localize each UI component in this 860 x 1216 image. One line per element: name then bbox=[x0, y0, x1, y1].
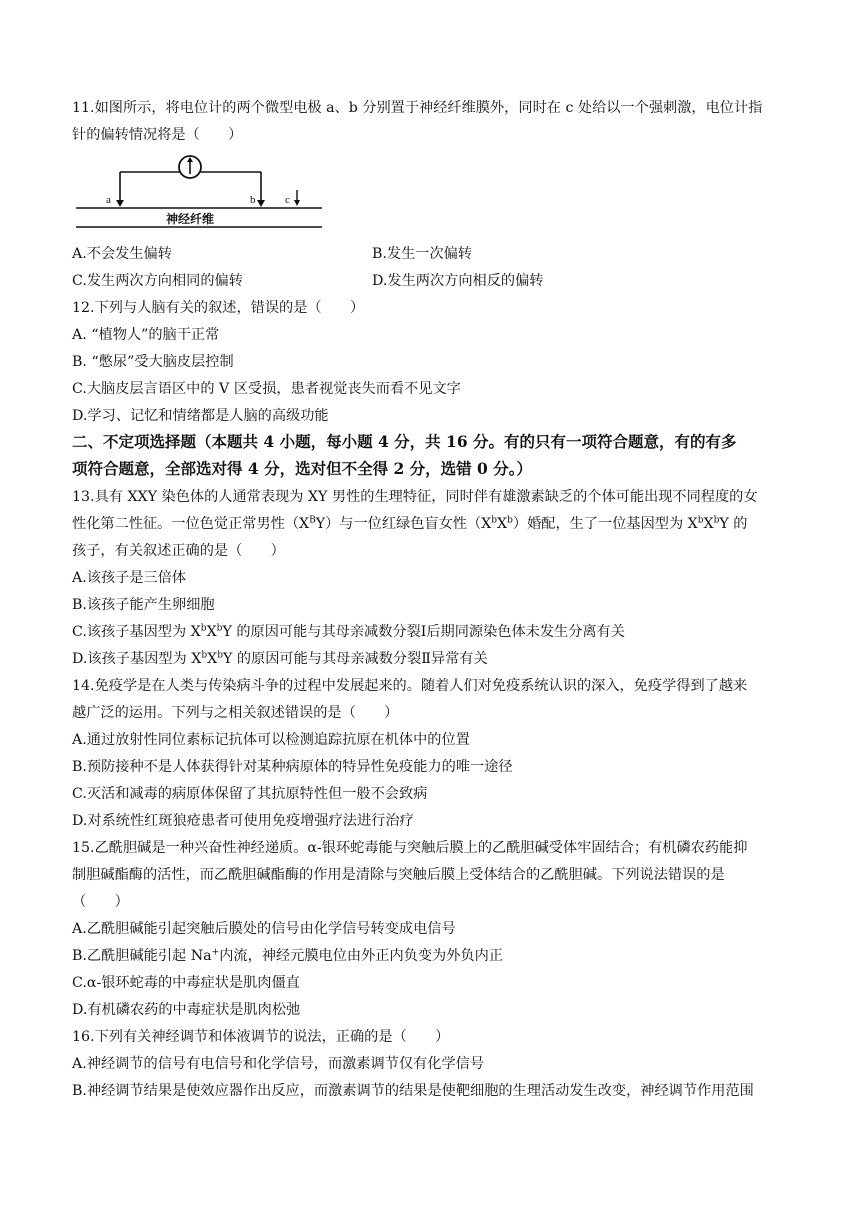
q11-stem-line-2: 针的偏转情况将是（ ） bbox=[72, 127, 243, 143]
q13-stem-line-3: 孩子，有关叙述正确的是（ ） bbox=[72, 543, 285, 559]
q13-option-b: B.该孩子能产生卵细胞 bbox=[72, 597, 215, 613]
q15-stem-line-1: 15.乙酰胆碱是一种兴奋性神经递质。α-银环蛇毒能与突触后膜上的乙酰胆碱受体牢固结合；有机磷农药能抑 bbox=[72, 840, 748, 856]
q13-text: D.该孩子基因型为 X bbox=[72, 651, 202, 667]
q11-option-c: C.发生两次方向相同的偏转 bbox=[72, 273, 243, 289]
q13-option-a: A.该孩子是三倍体 bbox=[72, 570, 187, 586]
q13-stem-line-1: 13.具有 XXY 染色体的人通常表现为 XY 男性的生理特征，同时伴有雄激素缺乏的个体可能出现不同程度的女 bbox=[72, 489, 758, 505]
allele-sup: b bbox=[491, 515, 498, 526]
allele-sup: b bbox=[216, 623, 223, 634]
q11-electrode-diagram bbox=[72, 150, 332, 234]
q11-option-a: A.不会发生偏转 bbox=[72, 246, 172, 262]
chromosome-x: X bbox=[206, 624, 217, 640]
q13-text: ）婚配，生了一位基因型为 X bbox=[512, 516, 698, 532]
section2-heading-line-1: 二、不定项选择题（本题共 4 小题，每小题 4 分，共 16 分。有的只有一项符合题意，有的有多 bbox=[72, 432, 737, 451]
q12-option-d: D.学习、记忆和情绪都是人脑的高级功能 bbox=[72, 408, 329, 424]
q12-stem: 12.下列与人脑有关的叙述，错误的是（ ） bbox=[72, 300, 365, 316]
q16-option-b: B.神经调节结果是使效应器作出反应，而激素调节的结果是使靶细胞的生理活动发生改变，神经调节作用范围 bbox=[72, 1083, 754, 1099]
q14-stem-line-2: 越广泛的运用。下列与之相关叙述错误的是（ ） bbox=[72, 705, 399, 721]
q14-stem-line-1: 14.免疫学是在人类与传染病斗争的过程中发展起来的。随着人们对免疫系统认识的深入，免疫学得到了越来 bbox=[72, 678, 748, 694]
q16-option-a: A.神经调节的信号有电信号和化学信号，而激素调节仅有化学信号 bbox=[72, 1056, 485, 1072]
electrode-b-label: b bbox=[250, 194, 256, 206]
allele-sup: b bbox=[507, 515, 513, 526]
allele-sup: b bbox=[200, 623, 207, 634]
q13-text: C.该孩子基因型为 X bbox=[72, 624, 201, 640]
q15-option-d: D.有机磷农药的中毒症状是肌肉松弛 bbox=[72, 1002, 301, 1018]
allele-sup: B bbox=[309, 515, 316, 526]
q12-option-b: B. “憋尿”受大脑皮层控制 bbox=[72, 354, 234, 370]
q14-option-b: B.预防接种不是人体获得针对某种病原体的特异性免疫能力的唯一途径 bbox=[72, 759, 513, 775]
stimulus-c-label: c bbox=[285, 194, 290, 206]
q13-text: Y 的 bbox=[719, 516, 748, 532]
q15-stem-line-2: 制胆碱酯酶的活性，而乙酰胆碱酯酶的作用是清除与突触后膜上受体结合的乙酰胆碱。下列说法错误的是 bbox=[72, 867, 725, 883]
q11-stem-line-1: 11.如图所示，将电位计的两个微型电极 a、b 分别置于神经纤维膜外，同时在 c 处给以一个强刺激，电位计指 bbox=[72, 100, 763, 116]
q14-option-d: D.对系统性红斑狼疮患者可使用免疫增强疗法进行治疗 bbox=[72, 813, 414, 829]
q12-option-a: A. “植物人”的脑干正常 bbox=[72, 327, 220, 343]
q11-option-b: B.发生一次偏转 bbox=[372, 246, 473, 262]
q14-option-c: C.灭活和减毒的病原体保留了其抗原特性但一般不会致病 bbox=[72, 786, 428, 802]
electrode-a-label: a bbox=[106, 194, 111, 206]
q15-option-a: A.乙酰胆碱能引起突触后膜处的信号由化学信号转变成电信号 bbox=[72, 921, 456, 937]
q15-stem-line-3: （ ） bbox=[72, 894, 129, 910]
charge-sup: + bbox=[211, 947, 220, 958]
nerve-fiber-label: 神经纤维 bbox=[166, 212, 215, 226]
allele-sup: b bbox=[713, 515, 720, 526]
q13-text: Y 的原因可能与其母亲减数分裂Ⅱ异常有关 bbox=[222, 651, 488, 667]
q16-stem: 16.下列有关神经调节和体液调节的说法，正确的是（ ） bbox=[72, 1029, 450, 1045]
q15-text: 内流，神经元膜电位由外正内负变为外负内正 bbox=[219, 948, 503, 964]
q13-option-d bbox=[72, 649, 488, 669]
q13-stem-line-2 bbox=[72, 514, 748, 534]
q13-text: Y）与一位红绿色盲女性（X bbox=[315, 516, 492, 532]
chromosome-x: X bbox=[703, 516, 714, 532]
section2-heading-line-2: 项符合题意，全部选对得 4 分，选对但不全得 2 分，选错 0 分。） bbox=[72, 459, 532, 478]
allele-sup: b bbox=[201, 650, 208, 661]
q14-option-a: A.通过放射性同位素标记抗体可以检测追踪抗原在机体中的位置 bbox=[72, 732, 470, 748]
q13-option-c bbox=[72, 622, 625, 642]
allele-sup: b bbox=[217, 650, 223, 661]
q11-option-d: D.发生两次方向相反的偏转 bbox=[372, 273, 544, 289]
q12-option-c: C.大脑皮层言语区中的 V 区受损，患者视觉丧失而看不见文字 bbox=[72, 381, 461, 397]
q13-text: 性化第二性征。一位色觉正常男性（X bbox=[72, 516, 310, 532]
q15-option-c: C.α-银环蛇毒的中毒症状是肌肉僵直 bbox=[72, 975, 300, 991]
chromosome-x: X bbox=[497, 516, 508, 532]
chromosome-x: X bbox=[207, 651, 218, 667]
q15-option-b bbox=[72, 946, 503, 966]
q13-text: Y 的原因可能与其母亲减数分裂Ⅰ后期同源染色体未发生分离有关 bbox=[222, 624, 625, 640]
q15-text: B.乙酰胆碱能引起 Na bbox=[72, 948, 212, 964]
allele-sup: b bbox=[697, 515, 704, 526]
